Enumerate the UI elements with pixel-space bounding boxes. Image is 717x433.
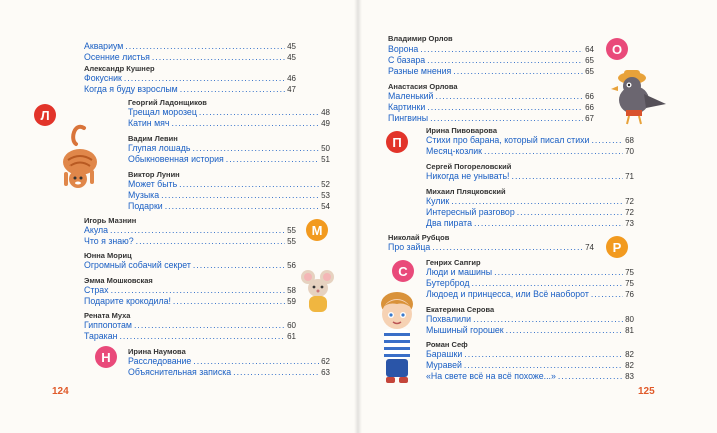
- toc-entry[interactable]: Катин мяч ..... 49: [128, 118, 330, 129]
- toc-entry[interactable]: Люди и машины ..... 75: [426, 267, 634, 278]
- toc-entry[interactable]: «На свете всё на всё похоже...» ..... 83: [426, 371, 634, 382]
- toc-entry[interactable]: Стихи про барана, который писал стихи ..... 68: [426, 135, 634, 146]
- crow-illustration: [610, 64, 670, 126]
- toc-entry[interactable]: Аквариум ..... 45: [84, 41, 296, 52]
- toc-entry[interactable]: Гиппопотам ..... 60: [84, 320, 296, 331]
- letter-m-badge: [306, 219, 328, 241]
- toc-entry[interactable]: Маленький ..... 66: [388, 91, 594, 102]
- letter-n: Н: [101, 349, 111, 365]
- toc-entry[interactable]: Мышиный горошек ..... 81: [426, 325, 634, 336]
- toc-entry[interactable]: Огромный собачий секрет ..... 56: [84, 260, 296, 271]
- letter-m: М: [311, 222, 323, 238]
- author-name: Генрих Сапгир: [426, 258, 481, 267]
- author-name: Анастасия Орлова: [388, 82, 458, 91]
- toc-entry[interactable]: Барашки ..... 82: [426, 349, 634, 360]
- author-name: Ирина Наумова: [128, 347, 186, 356]
- boy-illustration: [374, 290, 420, 388]
- author-name: Эмма Мошковская: [84, 276, 153, 285]
- author-name: Ирина Пивоварова: [426, 126, 497, 135]
- toc-entry[interactable]: Осенние листья ..... 45: [84, 52, 296, 63]
- toc-entry[interactable]: Пингвины ..... 67: [388, 113, 594, 124]
- cat-illustration: [54, 122, 106, 192]
- toc-entry[interactable]: Про зайца ..... 74: [388, 242, 594, 253]
- page-number: 125: [638, 386, 655, 397]
- toc-entry[interactable]: Кулик ..... 72: [426, 196, 634, 207]
- toc-entry[interactable]: Расследование ..... 62: [128, 356, 330, 367]
- letter-r-badge: [606, 236, 628, 258]
- toc-entry[interactable]: Объяснительная записка ..... 63: [128, 367, 330, 378]
- letter-r: Р: [612, 239, 622, 255]
- toc-entry[interactable]: Подарки ..... 54: [128, 201, 330, 212]
- toc-entry[interactable]: Страх ..... 58: [84, 285, 296, 296]
- toc-entry[interactable]: Музыка ..... 53: [128, 190, 330, 201]
- toc-entry[interactable]: Разные мнения ..... 65: [388, 66, 594, 77]
- toc-entry[interactable]: Обыкновенная история ..... 51: [128, 154, 330, 165]
- mouse-illustration: [300, 265, 336, 315]
- toc-entry[interactable]: Трещал морозец ..... 48: [128, 107, 330, 118]
- letter-p-badge: [386, 131, 408, 153]
- toc-entry[interactable]: Картинки ..... 66: [388, 102, 594, 113]
- author-name: Игорь Мазнин: [84, 216, 137, 225]
- author-name: Вадим Левин: [128, 134, 178, 143]
- letter-p: П: [392, 134, 402, 150]
- toc-entry[interactable]: Никогда не унывать! ..... 71: [426, 171, 634, 182]
- letter-s-badge: [392, 260, 414, 282]
- toc-entry[interactable]: Подарите крокодила! ..... 59: [84, 296, 296, 307]
- toc-entry[interactable]: Интересный разговор ..... 72: [426, 207, 634, 218]
- letter-l-badge: [34, 104, 56, 126]
- author-name: Юнна Мориц: [84, 251, 132, 260]
- page-number: 124: [52, 386, 69, 397]
- author-name: Николай Рубцов: [388, 233, 450, 242]
- letter-n-badge: [95, 346, 117, 368]
- letter-s: С: [398, 263, 408, 279]
- toc-entry[interactable]: Похвалили ..... 80: [426, 314, 634, 325]
- author-name: Михаил Пляцковский: [426, 187, 506, 196]
- toc-entry[interactable]: Бутерброд ..... 75: [426, 278, 634, 289]
- toc-entry[interactable]: Акула ..... 55: [84, 225, 296, 236]
- author-name: Рената Муха: [84, 311, 131, 320]
- toc-entry[interactable]: Муравей ..... 82: [426, 360, 634, 371]
- toc-entry[interactable]: Ворона ..... 64: [388, 44, 594, 55]
- toc-entry[interactable]: Людоед и принцесса, или Всё наоборот ..... 76: [426, 289, 634, 300]
- toc-entry[interactable]: Фокусник ..... 46: [84, 73, 296, 84]
- letter-l: Л: [40, 107, 50, 123]
- left-page: [0, 0, 356, 433]
- author-name: Александр Кушнер: [84, 64, 155, 73]
- right-page: [360, 0, 717, 433]
- toc-entry[interactable]: Когда я буду взрослым ..... 47: [84, 84, 296, 95]
- toc-entry[interactable]: Что я знаю? ..... 55: [84, 236, 296, 247]
- letter-o-badge: [606, 38, 628, 60]
- toc-entry[interactable]: Глупая лошадь ..... 50: [128, 143, 330, 154]
- author-name: Владимир Орлов: [388, 34, 453, 43]
- letter-o: О: [611, 41, 623, 57]
- toc-entry[interactable]: С базара ..... 65: [388, 55, 594, 66]
- author-name: Сергей Погореловский: [426, 162, 512, 171]
- toc-entry[interactable]: Таракан ..... 61: [84, 331, 296, 342]
- toc-entry[interactable]: Два пирата ..... 73: [426, 218, 634, 229]
- author-name: Роман Сеф: [426, 340, 468, 349]
- author-name: Виктор Лунин: [128, 170, 180, 179]
- author-name: Георгий Ладонщиков: [128, 98, 207, 107]
- author-name: Екатерина Серова: [426, 305, 495, 314]
- toc-entry[interactable]: Может быть ..... 52: [128, 179, 330, 190]
- toc-entry[interactable]: Месяц-козлик ..... 70: [426, 146, 634, 157]
